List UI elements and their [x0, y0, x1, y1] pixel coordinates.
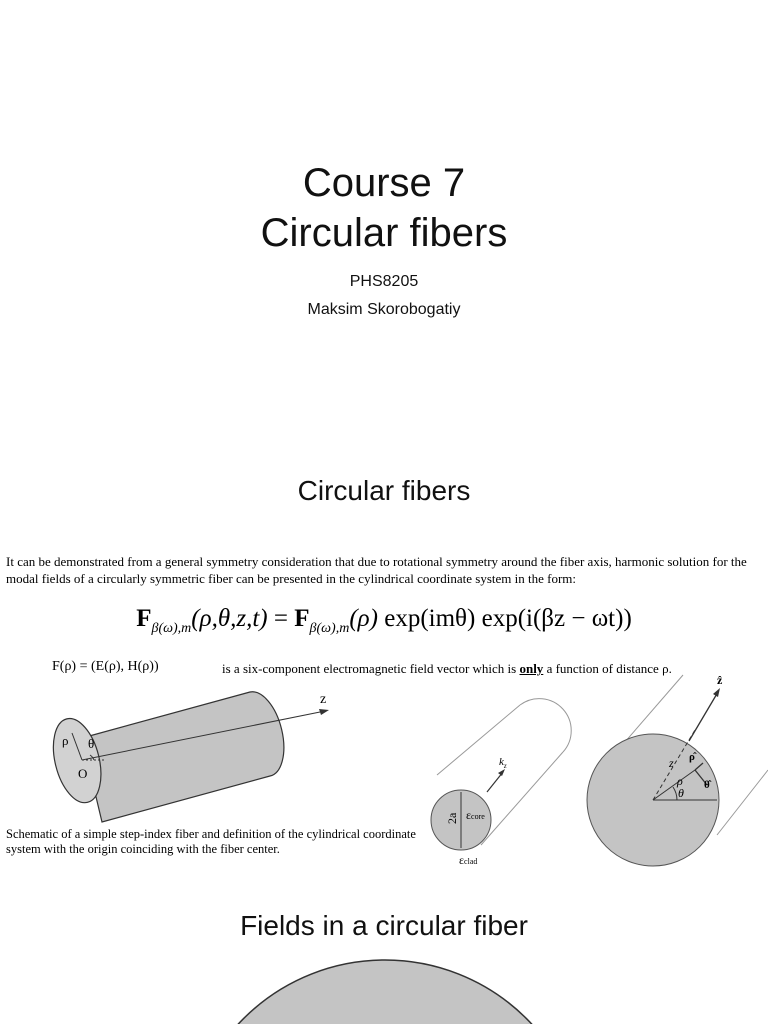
theta-hat-label: θ̂ — [704, 779, 710, 791]
eq-exp-theta: exp(imθ) — [384, 605, 476, 632]
origin-label: O — [78, 766, 88, 781]
author-name: Maksim Skorobogatiy — [307, 301, 461, 318]
eq-lhs-symbol: F — [136, 605, 152, 632]
eq-exp-wave: exp(i(βz − ωt)) — [481, 605, 632, 632]
title-line-2: Circular fibers — [260, 211, 508, 255]
title-line-1: Course 7 — [302, 161, 466, 205]
eq-rhs-symbol: F — [294, 605, 310, 632]
theta-label: θ — [88, 736, 95, 751]
title-slide — [0, 0, 768, 445]
slide-heading: Fields in a circular fiber — [240, 910, 528, 941]
diameter-label: 2a — [445, 812, 459, 824]
field-def-after: a function of distance ρ. — [546, 661, 672, 676]
core-label: εcore — [466, 808, 485, 822]
course-code: PHS8205 — [349, 273, 419, 290]
eq-lhs-args: (ρ,θ,z,t) — [191, 605, 268, 632]
z-axis-arrowhead — [319, 709, 329, 715]
eq-equals: = — [273, 605, 288, 632]
field-def-emphasis: only — [519, 661, 544, 676]
rho-hat-label: ρ̂ — [689, 751, 695, 763]
slide-heading: Circular fibers — [297, 475, 471, 506]
circular-fibers-slide — [0, 445, 768, 900]
clad-outline-end — [520, 699, 571, 752]
fiber-cylinder-diagram — [0, 692, 370, 830]
z-hat-label: ẑ — [717, 673, 723, 687]
fiber-cross-section-large — [0, 960, 768, 1024]
eq-rhs-subscript: β(ω),m — [309, 621, 350, 636]
eq-lhs-subscript: β(ω),m — [151, 621, 192, 636]
eq-rhs-args: (ρ) — [349, 605, 378, 632]
field-definition-formula: F(ρ) = (E(ρ), H(ρ)) — [52, 659, 159, 674]
intro-paragraph: It can be demonstrated from a general symmetry consideration that due to rotational symmetry around the fiber axis, harmonic solution for the modal fields of a circularly symmetric fiber can be presented in the cylindrical coordinate system in the form: — [6, 554, 747, 586]
outline-right — [717, 770, 768, 835]
fields-slide — [0, 900, 768, 1024]
z-hat-arrowhead — [713, 688, 720, 697]
cylinder-body — [82, 692, 284, 822]
kz-arrow — [487, 772, 503, 792]
kz-arrowhead — [498, 769, 505, 776]
diagram-caption: Schematic of a simple step-index fiber and definition of the cylindrical coordinate system with the origin coinciding with the fiber center. — [6, 827, 416, 856]
clad-label: εclad — [459, 853, 478, 867]
rho-label: ρ — [62, 733, 69, 748]
z-coord-label: z — [669, 756, 674, 770]
core-cladding-diagram — [425, 700, 575, 870]
unit-vectors-diagram — [585, 675, 768, 875]
theta-coord-label: θ — [678, 786, 684, 800]
rho-coord-label: ρ — [677, 774, 683, 788]
z-hat-arrow — [689, 692, 718, 741]
large-fiber-circle — [185, 960, 585, 1024]
modal-field-equation — [0, 605, 768, 637]
clad-outline-top — [437, 705, 520, 775]
z-axis-label: z — [320, 692, 327, 707]
field-def-before: is a six-component electromagnetic field vector which is — [222, 661, 517, 676]
kz-label: $k_z$ — [499, 756, 507, 770]
clad-outline-bottom — [481, 752, 563, 845]
